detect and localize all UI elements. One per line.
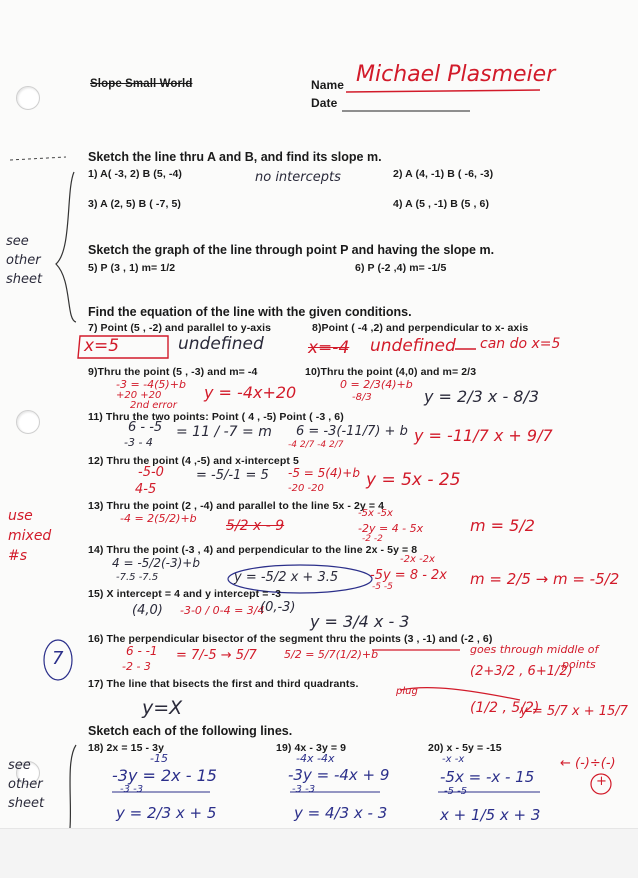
work-13-1: -4 = 2(5/2)+b	[120, 512, 197, 525]
work-12-1: -5-0	[138, 465, 164, 480]
work-16-4: 5/2 = 5/7(1/2)+b	[284, 648, 379, 661]
work-16-3: = 7/-5 → 5/7	[176, 648, 257, 663]
work-11-5: -4 2/7 -4 2/7	[288, 440, 344, 450]
problem-8: 8)Point ( -4 ,2) and perpendicular to x- axis	[312, 322, 529, 334]
margin-word: see	[8, 758, 31, 773]
work-15-1: (4,0)	[132, 603, 163, 618]
work-19-2: -3y = -4x + 9	[288, 766, 390, 784]
work-9-1: -3 = -4(5)+b	[116, 378, 186, 391]
answer-9: y = -4x+20	[204, 383, 297, 402]
note-16-2: points	[562, 658, 596, 671]
problem-11: 11) Thru the two points: Point ( 4 , -5) Point ( -3 , 6)	[88, 411, 344, 423]
plug-note-16: plug	[396, 686, 418, 697]
page-bottom-edge	[0, 828, 638, 878]
answer-15: y = 3/4 x - 3	[310, 612, 410, 631]
work-14-4: -2x -2x	[400, 554, 435, 565]
problem-6: 6) P (-2 ,4) m= -1/5	[355, 262, 447, 274]
margin-word: mixed	[8, 528, 52, 544]
answer-13: m = 5/2	[470, 516, 535, 535]
circled-number: 7	[52, 648, 64, 669]
work-13-4: -2y = 4 - 5x	[358, 522, 424, 535]
answer-10: y = 2/3 x - 8/3	[424, 387, 540, 406]
work-9-2: +20 +20	[116, 390, 162, 401]
answer-8: x=-4	[308, 338, 350, 358]
worksheet-title: Slope Small World	[90, 78, 193, 90]
work-14-2: -7.5 -7.5	[116, 572, 159, 583]
work-10-2: -8/3	[352, 392, 372, 403]
work-12-5: -20 -20	[288, 483, 324, 494]
section-1-heading: Sketch the line thru A and B, and find its slope m.	[88, 150, 382, 164]
problem-19: 19) 4x - 3y = 9	[276, 742, 347, 754]
work-11-4: 6 = -3(-11/7) + b	[296, 424, 408, 439]
answer-16: y = 5/7 x + 15/7	[520, 704, 628, 719]
note-16-1: goes through middle of	[470, 643, 599, 656]
work-14-1: 4 = -5/2(-3)+b	[112, 556, 200, 570]
work-18-1: -15	[150, 752, 168, 765]
problem-5: 5) P (3 , 1) m= 1/2	[88, 262, 176, 274]
work-9-3: 2nd error	[130, 400, 177, 411]
answer-8-arrow-note: can do x=5	[480, 336, 561, 352]
section-4-heading: Sketch each of the following lines.	[88, 724, 293, 738]
answer-12: y = 5x - 25	[366, 470, 461, 490]
work-13-2: 5/2 x - 9	[226, 518, 285, 534]
margin-word: other	[8, 777, 43, 792]
problem-12: 12) Thru the point (4 ,-5) and x-intercept 5	[88, 455, 299, 467]
work-16-1: 6 - -1	[126, 644, 158, 658]
problem-4: 4) A (5 , -1) B (5 , 6)	[393, 198, 490, 210]
answer-8-note: undefined	[370, 336, 456, 356]
answer-20: x + 1/5 x + 3	[440, 806, 541, 824]
work-20-3: -5 -5	[444, 786, 468, 797]
margin-word: sheet	[8, 796, 45, 811]
work-18-3: -3 -3	[120, 784, 144, 795]
problem-16: 16) The perpendicular bisector of the segment thru the points (3 , -1) and (-2 , 6)	[88, 633, 493, 645]
margin-word: #s	[8, 548, 28, 564]
work-10-1: 0 = 2/3(4)+b	[340, 378, 413, 391]
problem-1: 1) A( -3, 2) B (5, -4)	[88, 168, 182, 180]
problem-10: 10)Thru the point (4,0) and m= 2/3	[305, 366, 477, 378]
work-13-5: -2 -2	[362, 534, 383, 544]
answer-18: y = 2/3 x + 5	[116, 804, 217, 822]
date-label: Date	[311, 96, 338, 110]
margin-see-other-sheet-1	[6, 232, 42, 289]
work-19-1: -4x -4x	[296, 752, 335, 765]
work-15-3: (0,-3)	[260, 600, 296, 615]
student-name: Michael Plasmeier	[356, 62, 556, 87]
midpoint-16: (2+3/2 , 6+1/2)	[470, 664, 573, 679]
problem-17: 17) The line that bisects the first and third quadrants.	[88, 678, 359, 690]
answer-17: y=X	[142, 697, 183, 719]
margin-word: sheet	[6, 272, 43, 287]
work-20-1: -x -x	[442, 754, 465, 765]
margin-use-mixed-numbers	[8, 506, 51, 566]
margin-word: use	[8, 508, 33, 524]
work-14-3: y = -5/2 x + 3.5	[234, 570, 339, 585]
problem-14: 14) Thru the point (-3 , 4) and perpendicular to the line 2x - 5y = 8	[88, 544, 418, 556]
work-14-5: -5y = 8 - 2x	[370, 568, 448, 583]
margin-word: other	[6, 253, 41, 268]
work-11-3: = 11 / -7 = m	[176, 424, 272, 440]
note-20-plus: +	[596, 774, 607, 789]
problem-15: 15) X intercept = 4 and y intercept = -3	[88, 588, 282, 600]
problem-20: 20) x - 5y = -15	[428, 742, 502, 754]
answer-14: m = 2/5 → m = -5/2	[470, 570, 620, 588]
work-15-2: -3-0 / 0-4 = 3/4	[180, 604, 265, 617]
work-19-3: -3 -3	[292, 784, 316, 795]
midpoint-16-simplified: (1/2 , 5/2)	[470, 700, 540, 716]
problem-9: 9)Thru the point (5 , -3) and m= -4	[88, 366, 258, 378]
problem-13: 13) Thru the point (2 , -4) and parallel to the line 5x - 2y = 4	[88, 500, 385, 512]
work-16-2: -2 - 3	[122, 660, 151, 673]
section-2-heading: Sketch the graph of the line through point P and having the slope m.	[88, 243, 495, 257]
problem-2: 2) A (4, -1) B ( -6, -3)	[393, 168, 494, 180]
work-20-2: -5x = -x - 15	[440, 768, 535, 786]
note-20-division: ← (-)÷(-)	[560, 756, 616, 771]
work-12-2: 4-5	[135, 482, 157, 497]
answer-19: y = 4/3 x - 3	[294, 804, 388, 822]
answer-7-note: undefined	[178, 334, 264, 354]
name-label: Name	[311, 78, 345, 92]
work-18-2: -3y = 2x - 15	[112, 766, 217, 785]
work-14-6: -5 -5	[372, 582, 393, 592]
problem-7: 7) Point (5 , -2) and parallel to y-axis	[88, 322, 272, 334]
work-12-3: = -5/-1 = 5	[196, 468, 269, 483]
problem-3: 3) A (2, 5) B ( -7, 5)	[88, 198, 182, 210]
answer-7: x=5	[84, 336, 120, 356]
section-3-heading: Find the equation of the line with the given conditions.	[88, 305, 412, 319]
margin-word: see	[6, 234, 29, 249]
note-no-intercepts: no intercepts	[255, 170, 341, 185]
margin-see-other-sheet-2	[8, 756, 44, 813]
work-13-3: -5x -5x	[358, 508, 393, 519]
work-11-1: 6 - -5	[128, 420, 163, 435]
problem-18: 18) 2x = 15 - 3y	[88, 742, 165, 754]
answer-11: y = -11/7 x + 9/7	[414, 426, 553, 445]
work-11-2: -3 - 4	[124, 436, 153, 449]
work-12-4: -5 = 5(4)+b	[288, 466, 360, 480]
